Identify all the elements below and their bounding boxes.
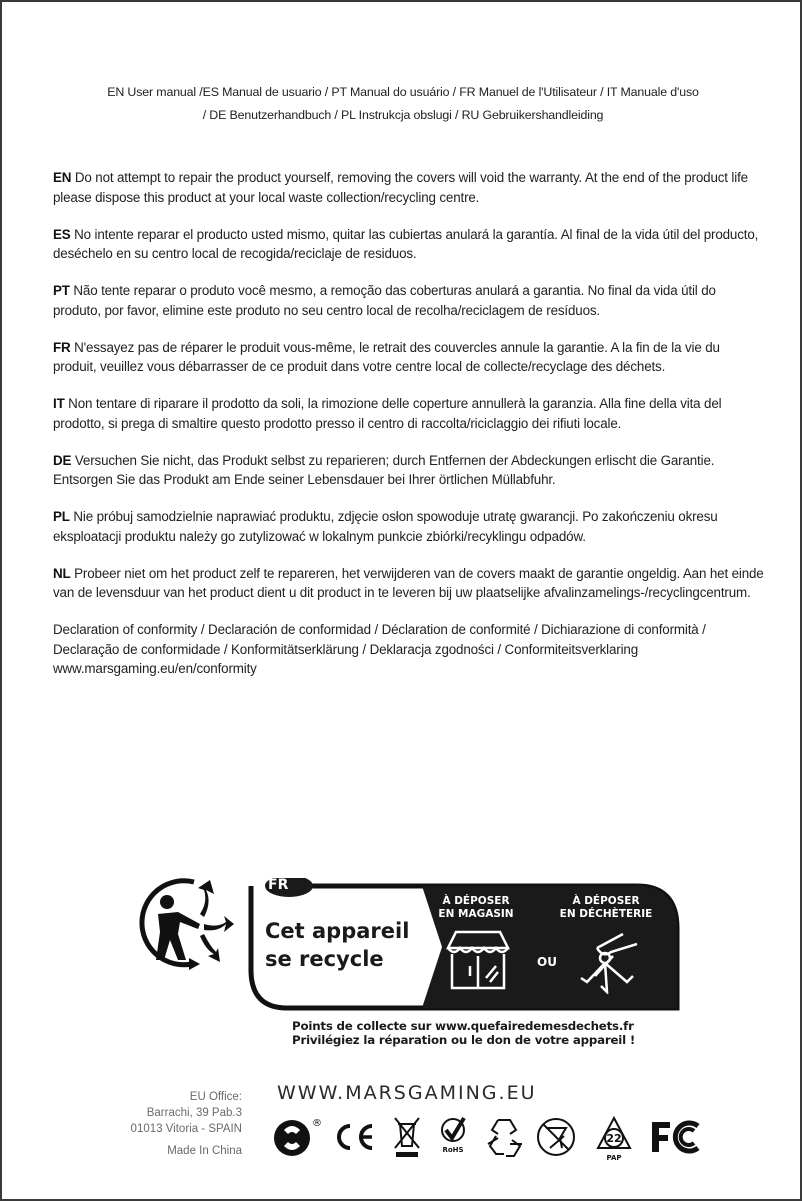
paragraph-it xyxy=(53,394,765,433)
collect-line2: Privilégiez la réparation ou le don de votre appareil ! xyxy=(292,1033,636,1047)
paragraph-text: Non tentare di riparare il prodotto da soli, la rimozione delle coperture annullerà la garanzia. Alla fine della vita del prodotto, si prega di smaltire questo prodotto presso il centro di raccolta/riciclaggio dei rifiuti locale. xyxy=(53,396,722,431)
paragraph-text: No intente reparar el producto usted mismo, quitar las cubiertas anulará la garantía. Al final de la vida útil del producto, deséchelo en su centro local de recogida/reciclaje de residuos. xyxy=(53,226,759,261)
svg-text:RoHS: RoHS xyxy=(442,1146,464,1154)
lang-code: FR xyxy=(53,339,71,355)
svg-text:®: ® xyxy=(312,1118,322,1129)
manual-title-line2: / DE Benutzerhandbuch / PL Instrukcja obslugi / RU Gebruikershandleiding xyxy=(202,108,604,122)
badge-main-text xyxy=(265,917,409,973)
paragraph-en xyxy=(53,168,765,207)
website-url: WWW.MARSGAMING.EU xyxy=(277,1082,537,1104)
green-dot-icon xyxy=(272,1114,324,1160)
paragraph-text: Versuchen Sie nicht, das Produkt selbst zu reparieren; durch Entfernen der Abdeckungen erlischt die Garantie. Entsorgen Sie das Produkt am Ende seiner Lebensdauer bei Ihrer örtlichen Müllabfuhr. xyxy=(53,452,715,487)
ce-mark-icon xyxy=(330,1114,376,1160)
shop-icon xyxy=(446,930,510,990)
waste-drop-icon xyxy=(577,930,643,994)
lang-code: PL xyxy=(53,509,70,524)
paragraph-text: N'essayez pas de réparer le produit vous-même, le retrait des couvercles annule la garantie. A la fin de la vie du produit, veuillez vous débarrasser de ce produit dans votre centre local de collecte/recyclage des déchets. xyxy=(53,339,720,374)
paragraph-text: Do not attempt to repair the product yourself, removing the covers will void the warranty. At the end of the product life please dispose this product at your local waste collection/recycling centre. xyxy=(53,170,748,205)
shop-label-line1: À DÉPOSER xyxy=(442,895,510,907)
shop-label-line2: EN MAGASIN xyxy=(438,908,514,920)
dechet-label-line1: À DÉPOSER xyxy=(572,895,640,907)
certification-icons xyxy=(272,1114,712,1164)
svg-text:PAP: PAP xyxy=(606,1154,622,1162)
pap-22-icon xyxy=(594,1114,634,1164)
lang-code: IT xyxy=(53,396,65,411)
lang-code: NL xyxy=(53,565,71,581)
weee-bin-icon xyxy=(392,1114,422,1160)
lang-code: DE xyxy=(53,452,72,468)
badge-country-code: FR xyxy=(268,877,289,893)
paragraph-nl xyxy=(53,564,765,603)
fcc-icon xyxy=(648,1114,704,1160)
manual-title-line1: EN User manual /ES Manual de usuario / PT Manual do usuário / FR Manuel de l'Utilisateur / IT Manuale d'uso xyxy=(107,85,699,99)
paragraph-text: Probeer niet om het product zelf te repareren, het verwijderen van de covers maakt de garantie ongeldig. Aan het einde van de levensduur van het product dient u dit product in te leveren bij uw plaatselijke afvalinzamelings-/recyclingcentrum. xyxy=(53,565,764,600)
lang-code: PT xyxy=(53,283,70,298)
manual-title xyxy=(42,81,764,127)
paragraph-fr xyxy=(53,338,765,377)
paragraph-es xyxy=(53,225,765,264)
office-label: EU Office: xyxy=(189,1091,242,1103)
svg-text:22: 22 xyxy=(606,1132,622,1145)
paragraph-pl xyxy=(53,507,765,546)
paragraph-text: Não tente reparar o produto você mesmo, a remoção das coberturas anulará a garantia. No final da vida útil do produto, por favor, elimine este produto no seu centro local de recolha/reciclagem de resíduos. xyxy=(53,283,716,318)
paragraph-pt xyxy=(53,281,765,320)
triman-icon xyxy=(134,872,234,972)
made-in-label: Made In China xyxy=(167,1145,242,1157)
paragraph-de xyxy=(53,451,765,490)
office-street: Barrachi, 39 Pab.3 xyxy=(146,1107,242,1119)
paragraph-text: Nie próbuj samodzielnie naprawiać produktu, zdjęcie osłon spowoduje utratę gwarancji. Po zakończeniu okresu eksploatacji produktu należy go zutylizować w lokalnym punkcie zbiórki/recyklingu odpadów. xyxy=(53,509,718,544)
no-fire-icon xyxy=(534,1114,578,1160)
shop-drop-label xyxy=(432,895,520,921)
badge-main-line1: Cet appareil xyxy=(265,919,410,943)
declaration-of-conformity: Declaration of conformity / Declaración de conformidad / Déclaration de conformité / Dichiarazione di conformità / Declaração de conformidade / Konformitätserklärung / Deklaracja zgodności / Conformiteitsverklaring www.marsgaming.eu/en/conformity xyxy=(53,622,706,676)
eu-office-address xyxy=(62,1089,242,1159)
lang-code: ES xyxy=(53,226,71,242)
collection-points-text xyxy=(292,1019,692,1047)
badge-main-line2: se recycle xyxy=(265,947,384,971)
recycle-icon xyxy=(482,1114,526,1160)
rohs-icon xyxy=(438,1114,468,1160)
warranty-paragraphs xyxy=(53,168,765,696)
dechet-label-line2: EN DÉCHÈTERIE xyxy=(559,908,653,920)
collect-line1: Points de collecte sur www.quefairedemesdechets.fr xyxy=(292,1019,634,1033)
or-label: OU xyxy=(537,955,557,969)
dechet-drop-label xyxy=(547,895,665,921)
office-city: 01013 Vitoria - SPAIN xyxy=(130,1123,242,1135)
lang-code: EN xyxy=(53,170,72,185)
